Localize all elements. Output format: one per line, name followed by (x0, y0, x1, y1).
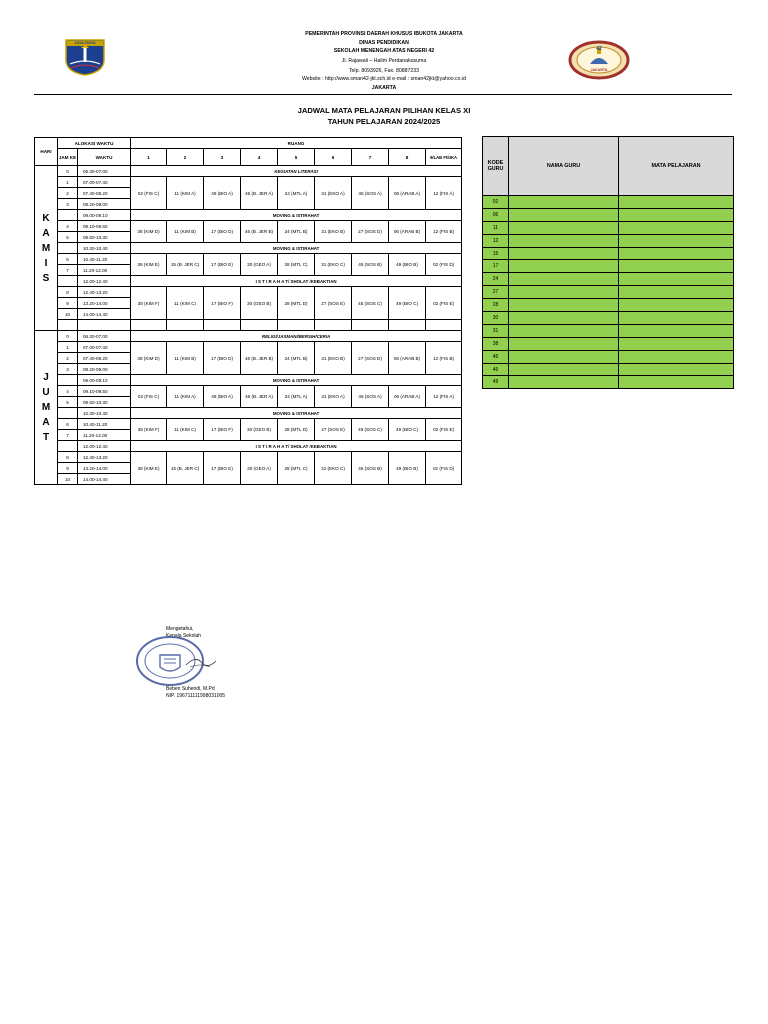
nama-cell (509, 312, 619, 325)
room-cell: 17 (BIO E) (204, 452, 241, 485)
room-cell: 45 (SOS B) (352, 254, 389, 276)
room-cell: 24 (MTL A) (278, 177, 315, 210)
jam-cell: 10 (58, 309, 78, 320)
room-cell: 31 (EKO C) (315, 254, 352, 276)
mapel-cell (619, 324, 734, 337)
empty-cell (352, 320, 389, 331)
room-cell: 02 (FIS E) (426, 287, 462, 320)
room-cell: 12 (FIS A) (426, 177, 462, 210)
header-address: Jl. Rajawali – Halim Perdanakusuma (341, 58, 427, 64)
col-jam-ke: JAM KE (58, 149, 78, 166)
room-cell: 46 (B. JER B) (241, 221, 278, 243)
mapel-cell (619, 234, 734, 247)
header-department: DINAS PENDIDIKAN (359, 40, 409, 46)
religi-row (131, 331, 462, 342)
room-cell: 24 (MTL A) (278, 386, 315, 408)
room-cell: 38 (KIM E) (131, 254, 167, 276)
room-cell: 17 (BIO D) (204, 221, 241, 243)
empty-cell (241, 320, 278, 331)
room-header: 9/LAB FISIKA (426, 149, 462, 166)
jam-cell: 1 (58, 177, 78, 188)
col-mata-pelajaran: MATA PELAJARAN (619, 137, 734, 196)
room-cell: 06 (ARAB B) (389, 342, 426, 375)
room-cell: 11 (KIM A) (167, 386, 204, 408)
room-header: 5 (278, 149, 315, 166)
jam-cell: 6 (58, 254, 78, 265)
jam-cell: 8 (58, 452, 78, 463)
kode-cell: 30 (483, 312, 509, 325)
empty-cell (426, 320, 462, 331)
room-cell: 17 (BIO F) (204, 419, 241, 441)
nama-cell (509, 363, 619, 376)
jam-cell (58, 441, 78, 452)
day-kamis: K A M I S (35, 166, 58, 331)
col-waktu: WAKTU (78, 149, 131, 166)
waktu-cell: 07.00-07.40 (78, 177, 131, 188)
kode-cell: 38 (483, 337, 509, 350)
waktu-cell: 14.00-14.40 (78, 474, 131, 485)
room-cell: 11 (KIM C) (167, 419, 204, 441)
room-cell: 11 (KIM A) (167, 177, 204, 210)
room-cell: 38 (KIM E) (131, 452, 167, 485)
room-header: 4 (241, 149, 278, 166)
room-cell: 49 (BIO A) (204, 177, 241, 210)
col-nama-guru: NAMA GURU (509, 137, 619, 196)
room-cell: 46 (B. JER B) (241, 342, 278, 375)
jam-cell: 7 (58, 265, 78, 276)
day-jumat: J U M A T (35, 331, 58, 485)
istirahat-row: I S T I R A H A T/ SHOLAT /KEBAKTIAN (131, 441, 462, 452)
waktu-cell: 11.20-12.00 (78, 430, 131, 441)
empty-cell (58, 320, 78, 331)
page-subtitle: TAHUN PELAJARAN 2024/2025 (327, 117, 441, 126)
jam-cell: 9 (58, 298, 78, 309)
waktu-cell: 13.20-14.00 (78, 463, 131, 474)
mapel-cell (619, 312, 734, 325)
room-header: 8 (389, 149, 426, 166)
waktu-cell: 09.50-10.30 (78, 232, 131, 243)
room-cell: 49 (BIO C) (389, 419, 426, 441)
nama-cell (509, 247, 619, 260)
room-cell: 28 (MTL D) (278, 419, 315, 441)
room-cell: 45 (SOS C) (352, 419, 389, 441)
signature-mengetahui: Mengetahui, (166, 626, 194, 632)
jam-cell: 5 (58, 397, 78, 408)
room-cell: 28 (MTL C) (278, 254, 315, 276)
waktu-cell: 12.40-13.20 (78, 452, 131, 463)
room-cell: 30 (GEO A) (241, 452, 278, 485)
room-cell: 45 (SOS A) (352, 177, 389, 210)
nama-cell (509, 376, 619, 389)
signature-title: Kepala Sekolah (166, 633, 202, 639)
jam-cell: 4 (58, 386, 78, 397)
room-cell: 38 (KIM F) (131, 287, 167, 320)
waktu-cell: 10.30-10.40 (78, 243, 131, 254)
room-cell: 28 (MTL C) (278, 452, 315, 485)
room-cell: 11 (KIM B) (167, 342, 204, 375)
room-cell: 38 (KIM F) (131, 419, 167, 441)
literasi-label: KEGIATAN LITERASI (274, 168, 318, 174)
jam-cell: 0 (58, 166, 78, 177)
mapel-cell (619, 221, 734, 234)
moving-row: MOVING & ISTIRAHAT (131, 408, 462, 419)
waktu-cell: 09.10-09.50 (78, 386, 131, 397)
room-cell: 45 (SOS B) (352, 452, 389, 485)
waktu-cell: 10.40-11.20 (78, 254, 131, 265)
kode-cell: 46 (483, 363, 509, 376)
room-cell: 45 (SOS C) (352, 287, 389, 320)
kode-cell: 02 (483, 196, 509, 209)
room-cell: 06 (ARAB A) (389, 177, 426, 210)
jam-cell: 5 (58, 232, 78, 243)
room-cell: 49 (BIO B) (389, 254, 426, 276)
mapel-cell (619, 350, 734, 363)
moving-row: MOVING & ISTIRAHAT (131, 210, 462, 221)
nama-cell (509, 337, 619, 350)
waktu-cell: 09.50-10.30 (78, 397, 131, 408)
room-cell: 49 (BIO C) (389, 287, 426, 320)
room-cell: 30 (GEO B) (241, 287, 278, 320)
moving-row: MOVING & ISTIRAHAT (131, 375, 462, 386)
waktu-cell: 08.20-09.00 (78, 199, 131, 210)
room-cell: 28 (MTL D) (278, 287, 315, 320)
header-school-name: SEKOLAH MENENGAH ATAS NEGERI 42 (333, 48, 435, 54)
jam-cell: 2 (58, 353, 78, 364)
kode-cell: 15 (483, 247, 509, 260)
nama-cell (509, 196, 619, 209)
nama-cell (509, 324, 619, 337)
room-cell: 30 (GEO B) (241, 419, 278, 441)
col-hari: HARI (35, 138, 58, 166)
room-cell: 49 (BIO B) (389, 452, 426, 485)
jam-cell (58, 375, 78, 386)
room-cell: 27 (SOS D) (352, 342, 389, 375)
waktu-cell: 09.00-09.10 (78, 210, 131, 221)
header-website: Website : http://www.sman42-jkt.sch.id e-mail : sman42jkt@yahoo.co.id (301, 76, 467, 82)
kode-cell: 06 (483, 208, 509, 221)
nama-cell (509, 299, 619, 312)
room-cell: 17 (BIO D) (204, 342, 241, 375)
waktu-cell: 12.40-13.20 (78, 287, 131, 298)
room-header: 1 (131, 149, 167, 166)
room-cell: 06 (ARAB B) (389, 221, 426, 243)
jam-cell: 0 (58, 331, 78, 342)
col-ruang: RUANG (131, 138, 462, 149)
mapel-cell (619, 376, 734, 389)
waktu-cell: 08.20-09.00 (78, 364, 131, 375)
room-cell: 31 (EKO A) (315, 386, 352, 408)
kode-cell: 17 (483, 260, 509, 273)
religi-label: RELIGI/JASMANI/BERSIH/CERIA (261, 333, 331, 339)
waktu-cell: 06.30-07.00 (78, 331, 131, 342)
waktu-cell: 12.00-12.40 (78, 276, 131, 287)
room-cell: 02 (FIS C) (131, 386, 167, 408)
jam-cell (58, 243, 78, 254)
jam-cell: 9 (58, 463, 78, 474)
room-cell: 12 (FIS B) (426, 221, 462, 243)
teacher-code-table (482, 136, 734, 389)
room-cell: 31 (EKO B) (315, 342, 352, 375)
kode-cell: 49 (483, 376, 509, 389)
mapel-cell (619, 196, 734, 209)
kode-cell: 27 (483, 286, 509, 299)
waktu-cell: 12.00-12.40 (78, 441, 131, 452)
empty-cell (389, 320, 426, 331)
nama-cell (509, 273, 619, 286)
room-cell: 31 (EKO C) (315, 452, 352, 485)
room-cell: 11 (KIM C) (167, 287, 204, 320)
room-cell: 49 (BIO A) (204, 386, 241, 408)
signature-name: Beben Suhendi, M.Pd (166, 686, 215, 692)
nama-cell (509, 221, 619, 234)
waktu-cell: 06.30-07.00 (78, 166, 131, 177)
kode-cell: 24 (483, 273, 509, 286)
room-cell: 46 (B. JER A) (241, 386, 278, 408)
empty-cell (315, 320, 352, 331)
waktu-cell: 14.00-14.40 (78, 309, 131, 320)
header-phone: Telp. 8093926, Fax. 80887233 (348, 68, 420, 74)
jam-cell (58, 210, 78, 221)
school-stamp-icon (134, 633, 218, 689)
mapel-cell (619, 299, 734, 312)
room-cell: 30 (GEO A) (241, 254, 278, 276)
nama-cell (509, 234, 619, 247)
right-logo-text: JAKARTA (590, 68, 608, 72)
room-header: 2 (167, 149, 204, 166)
nama-cell (509, 208, 619, 221)
jam-cell: 4 (58, 221, 78, 232)
room-header: 7 (352, 149, 389, 166)
room-cell: 27 (SOS E) (315, 287, 352, 320)
room-cell: 31 (EKO B) (315, 221, 352, 243)
room-cell: 15 (B. JER C) (167, 452, 204, 485)
waktu-cell: 07.00-07.40 (78, 342, 131, 353)
header-divider (34, 94, 732, 95)
col-kode-guru: KODE GURU (483, 137, 509, 196)
room-cell: 27 (SOS E) (315, 419, 352, 441)
jam-cell: 8 (58, 287, 78, 298)
waktu-cell: 09.00-09.10 (78, 375, 131, 386)
room-cell: 02 (FIS C) (131, 177, 167, 210)
room-cell: 31 (EKO A) (315, 177, 352, 210)
empty-cell (78, 320, 131, 331)
schedule-table (34, 137, 462, 485)
room-cell: 17 (BIO E) (204, 254, 241, 276)
mapel-cell (619, 247, 734, 260)
empty-cell (131, 320, 167, 331)
room-header: 6 (315, 149, 352, 166)
room-cell: 27 (SOS D) (352, 221, 389, 243)
header-government: PEMERINTAH PROVINSI DAERAH KHUSUS IBUKOTA JAKARTA (305, 31, 463, 37)
empty-cell (278, 320, 315, 331)
waktu-cell: 10.30-10.40 (78, 408, 131, 419)
waktu-cell: 07.40-08.20 (78, 353, 131, 364)
moving-row: MOVING & ISTIRAHAT (131, 243, 462, 254)
room-cell: 45 (SOS A) (352, 386, 389, 408)
signature-nip: NIP. 196711111998031005 (166, 693, 226, 699)
kode-cell: 45 (483, 350, 509, 363)
room-cell: 12 (FIS B) (426, 342, 462, 375)
jam-cell (58, 276, 78, 287)
room-cell: 02 (FIS D) (426, 452, 462, 485)
right-logo-number: 42 (596, 46, 602, 52)
literasi-row (131, 166, 462, 177)
room-cell: 24 (MTL B) (278, 221, 315, 243)
jam-cell (58, 408, 78, 419)
mapel-cell (619, 286, 734, 299)
page-title: JADWAL MATA PELAJARAN PILIHAN KELAS XI (297, 106, 471, 115)
room-cell: 15 (B. JER C) (167, 254, 204, 276)
waktu-cell: 11.20-12.00 (78, 265, 131, 276)
jam-cell: 7 (58, 430, 78, 441)
room-cell: 17 (BIO F) (204, 287, 241, 320)
waktu-cell: 09.10-09.50 (78, 221, 131, 232)
waktu-cell: 13.20-14.00 (78, 298, 131, 309)
mapel-cell (619, 260, 734, 273)
waktu-cell: 10.40-11.20 (78, 419, 131, 430)
waktu-cell: 07.40-08.20 (78, 188, 131, 199)
mapel-cell (619, 363, 734, 376)
jam-cell: 6 (58, 419, 78, 430)
room-cell: 12 (FIS A) (426, 386, 462, 408)
istirahat-row: I S T I R A H A T/ SHOLAT /KEBAKTIAN (131, 276, 462, 287)
header-city: JAKARTA (371, 85, 397, 91)
kode-cell: 31 (483, 324, 509, 337)
nama-cell (509, 286, 619, 299)
nama-cell (509, 350, 619, 363)
jam-cell: 3 (58, 199, 78, 210)
col-alokasi-waktu: ALOKASI WAKTU (58, 138, 131, 149)
empty-cell (204, 320, 241, 331)
jam-cell: 10 (58, 474, 78, 485)
room-cell: 38 (KIM D) (131, 342, 167, 375)
left-logo-text: JAYA RAYA (74, 40, 96, 45)
room-cell: 24 (MTL B) (278, 342, 315, 375)
nama-cell (509, 260, 619, 273)
room-cell: 11 (KIM B) (167, 221, 204, 243)
room-cell: 02 (FIS E) (426, 419, 462, 441)
room-cell: 46 (B. JER A) (241, 177, 278, 210)
empty-cell (167, 320, 204, 331)
mapel-cell (619, 337, 734, 350)
kode-cell: 12 (483, 234, 509, 247)
jam-cell: 3 (58, 364, 78, 375)
room-cell: 02 (FIS D) (426, 254, 462, 276)
jam-cell: 2 (58, 188, 78, 199)
room-cell: 38 (KIM D) (131, 221, 167, 243)
room-header: 3 (204, 149, 241, 166)
mapel-cell (619, 208, 734, 221)
kode-cell: 28 (483, 299, 509, 312)
room-cell: 06 (ARAB A) (389, 386, 426, 408)
jam-cell: 1 (58, 342, 78, 353)
mapel-cell (619, 273, 734, 286)
kode-cell: 11 (483, 221, 509, 234)
